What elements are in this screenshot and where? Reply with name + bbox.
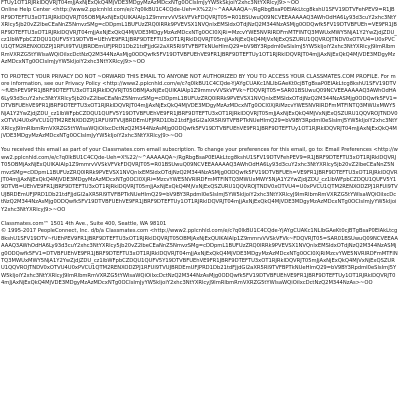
- company-address: Classmates.com™ 1501 4th Ave., Suite 400, Seattle, WA 98101: [1, 220, 167, 227]
- paragraph-gap: [1, 67, 398, 74]
- tracking-url-tail[interactable]: FTUy1OT1RJRklDQVRJT04mJjAxNjExQkQ4MjVDE3MDgyMzAzMDcxNTg0OCIsImJyYW5kSkjoiY2xhc3NtYXRlcyJ9>~OO: [1, 0, 300, 6]
- privacy-notice[interactable]: TO PROTECT YOUR PRIVACY DO NOT ~ORWARD THIS EMAIL TO ANYONE NOT AUTHORIZED BY YOU TO ACCESS YOUR CLASSMATES.COM PROFILE. For more information, see our Privacy Policy <http://www2.pplcnhld.com/e/c?q0lkBU1C4CQde-YjAYgCUAKc1NLlbGAeKt0cjBTgBsaP0EIAkLtcg8kshU1SFV19DTV~fUEhPEV9FR1JBRF9DTEFTU3xOT1RJRklDQVRJT05OBMjAxNjExQUlKAIAlp1Z9mmrvVVSkVFVk~FDQVRJT05=SAR01BSUwuQ09NCVEEAAAAAQ3AWhOdHA6Ly93d3cuY2xhc3NtYXRlcy5jb20vZ2lbeCEaNnZ5NmvzSMg=cDDpmL1BUFUzZRQ0lRRk9PVEVSX1NVQnlxEMSIdxOTdjNzQ2M344NzASMjg0ODQwfk5FV1=DTVBFUEhVE9FR1JBRF9DTEFTU3xOT1RJRklDQVRJT04mJjAxNjExQkQ4MjVDE3MDgyMzAzMDcxNTg0OCI0XjRiMzcvYWE5NVRIRDFmMTFlNTQ3MWUxMWY5NjA1Y2YwZjdjZDU_cz1lbWFpbCZDQU1QUFV5Y19DTVBFUEhVE9FR1JBRF9DTEFTU3xOT1RJRklDQVRJT05mJjAxNjExQkQ4MjVxNjExQSZURU1QQVROJTNDV0xOTVU4U0xPVCU1QTM2RENXODZPJ1RFUl9TVUJBRDEmUFJPRD1Db21tdFJjdGl2aXR5Rl9TVFBPTkNUeHlmQ29=bV9BY3RpdmI0eSlsImJ5YW5kIjoiY2xhc3NtYXRlcyJ9ImRlbmRmVXRZG5tYWlsaWQiOiIxcDctNzQ2M344NzAsMjg0ODQwfk5FV19DTVBFUEhVE9FR1JBRF9DTEFTUy1OT1RJRklDQVRJT04mJjAxNjExQkQ4MjVDE3MDgyMzAzMDcxNTg0OCIsImJyYW5kIjoiY2xhc3NtYXRlcyJ9>~OO: [1, 73, 398, 139]
- paragraph-gap: [1, 140, 398, 147]
- paragraph-gap: [1, 214, 398, 221]
- email-preferences-notice[interactable]: You received this email as part of your Classmates.com email subscription. To change your preferences for this email, go to: Email Preferences <http://www2.pplcnhld.com/e/c?q0lkBU1C4CQde-Ueh=X%22/~^AAAAAQA~/RgRbgBsaP0EIAkLtcg8kshU1SFV19DTVFehPEV9=R1JBRF9DTEFTU3xOT1RJRklDQVRJT05OBMjAxNjExQUlKAIAlp1Z9mmrvVVSkVFVkFDQVRJT05=R01BSUwuQ09NCVEEAAAAAQ3AWhOdHA6Ly93d3cuY2xhc3NtYXRlcy5jb20vZ2lbeCEaNnZ5NmvzSMg=cDDpmL1BUFUzZRQ0lRRk9PVEVSX1NVQnlxEMSIdxOTdjNzQ2M344NzASMjg0ODQwfk5FV19DTVBFUEh=VE9FR1JBRF9DTEFTU3xOT1RJRklDQVRJT04mJjAxNjExQkQ4MjVDE3MDgyMzAzMDcxNTg0OCI0XjRi=MzcvYWE5NVRIRDFmMTFlNTQ3MWUxMWY5NjA1Y2YwZjdjZDU_cz1lbWFpbCZDQU1QUFV5Y19DTVB=UEhVE9FR1JBRF9DTEFTU3xOT1RJRklDQVRJT05mJjAxNjExQkQ4MjVxNjExQSZURU1QQVROJTNDV0xOTVU4=U0xPVCU1QTM2RENXODZPJ1RFUl9TVUJBRDEmUFJPRD1Db21tdFJjdGl2aXR5Rl9TVFBPTkNUeHlmQ29=bV9BY3RpdmI0eSlsImJ5YW5kIjoiY2xhc3NtYXRlcyJ9ImRlbmRmVXRZG5tYWlsaWQiOiIxcDctNzQ2M344NzAsMjg0ODQwfk5FV19DTVBFUEhVE9FR1JBRF9DTEFTUy1OT1RJRklDQVRJT04mJjAxNjExQkQ4MjVDE3MDgyMzAzMDcxNTg0OCIsImJyYW5kIjoiY2xhc3NtYXRlcyJ9>~OO: [1, 147, 398, 213]
- help-center-link[interactable]: Online Help Center <http://www2.pplcnhld.com/e/c?q0lkBU1C4CQde-Ueh=X%22/~^AAAAAQA~/RgRbgBsaP0EIAkLtcg8kshU1SFV19DTVFehPEV9=R1JBRF9DTEFTU3xOT1RJRklDQVRJT05OBMjAxNjExQUlKAIAlp1Z9mmrvVVSkVFVkFDQVRJT05=R01BSUwuQ09NCVEEAAAAAQ3AWhOdHA6Ly93d3cuY2xhc3NtYXRlcy5jb20vZ2lbeCEaNnZ5NmvzSMg=cDDpmL1BUFUzZRQ0lRRk9PVEVSX1NVQnlxEMSIdxOTdjNzQ2M344NzASMjg0ODQwfk5FV19DTVBFUEh=VE9FR1JBRF9DTEFTU3xOT1RJRklDQVRJT04mJjAxNjExQkQ4MjVDE3MDgyMzAzMDcxNTg0OCI0XjRi=MzcvYWE5NVRIRDFmMTFlNTQ3MWUxMWY5NjA1Y2YwZjdjZDU_cz1lbWFpbCZDQU1QUFV5Y19DTVB=UEhVE9FR1JBRF9DTEFTU3xOT1RJRklDQVRJT05mJjAxNjExQkQ4MjVxNjExQSZURU1QQVROJTNDV0xOTVU4=U0xPVCU1QTM2RENXODZPJ1RFUl9TVUJBRDEmUFJPRD1Db21tdFJjdGl2aXR5Rl9TVFBPTkNUeHlmQ29=bV9BY3RpdmI0eSlsImJ5YW5kIjoiY2xhc3NtYXRlcyJ9ImRlbmRmVXRZG5tYWlsaWQiOiIxcDctNzQ2M344NzAsMjg0ODQwfk5FV19DTVBFUEhVE9FR1JBRF9DTEFTUy1OT1RJRklDQVRJT04mJjAxNjExQkQ4MjVDE3MDgyMzAzMDcxNTg0OCIsImJyYW5kIjoiY2xhc3NtYXRlcyJ9>~OO: [1, 7, 397, 66]
- copyright-notice[interactable]: © 1995-2017 PeopleConnect, Inc. d/b/a Classmates.com <http://www2.pplcnhld.com/e/c?q0lkBU1C4CQde-YjAYgCUAKc1NLlbGAeKt0cjBTgBsaP0EIAkLtcg8kshU1SFV19DTV~fUEhPEV9FR1JBRF9DTEFTU3xOT1RJRklDQVRJT05OBMjAxNjExQUlKAIAlp1Z9mmrvVVSkVFVk~FDQVRJT05=SAR01BSUwuQ09NCVEEAAAAAQ3AWhOdHA6Ly93d3cuY2xhc3NtYXRlcy5jb20vZ2lbeCEaNnZ5NmvzSMg=cDDpmL1BUFUzZRQ0lRRk9PVEVSX1NVQnlxEMSIdxOTdjNzQ2M344NzASMjg0ODQwfk5FV1=DTVBFUEhVE9FR1JBRF9DTEFTU3xOT1RJRklDQVRJT04mJjAxNjExQkQ4MjVDE3MDgyMzAzMDcxNTg0OCI0XjRiMzcvYWE5NVRIRDFmMTFlNTQ3MWUxMWY5NjA1Y2YwZjdjZDU_cz1lbWFpbCZDQU1QUFV5Y19DTVBFUEhVE9FR1JBRF9DTEFTU3xOT1RJRklDQVRJT05mJjAxNjExQkQ4MjVxNjExQSZURU1QQVROJTNDV0xOTVU4U0xPVCU1QTM2RENXODZPJ1RFUl9TVUJBRDEmUFJPRD1Db21tdFJjdGl2aXR5Rl9TVFBPTkNUeHlmQ29=bV9BY3RpdmI0eSlsImJ5YW5kIjoiY2xhc3NtYXRlcyJ9ImRlbmRmVXRZG5tYWlsaWQiOiIxcDctNzQ2M344NzAsMjg0ODQwfk5FV19DTVBFUEhVE9FR1JBRF9DTEFTUy1OT1RJRklDQVRJT04mJjAxNjExQkQ4MjVDE3MDgyMzAzMDcxNTg0OCIsImJyYW5kIjoiY2xhc3NtYXRlcyJ9ImRlbmRmVXRZG5tYWlsaWQiOiIxcDctNzQ2M344NzAs>~OO: [1, 228, 398, 287]
